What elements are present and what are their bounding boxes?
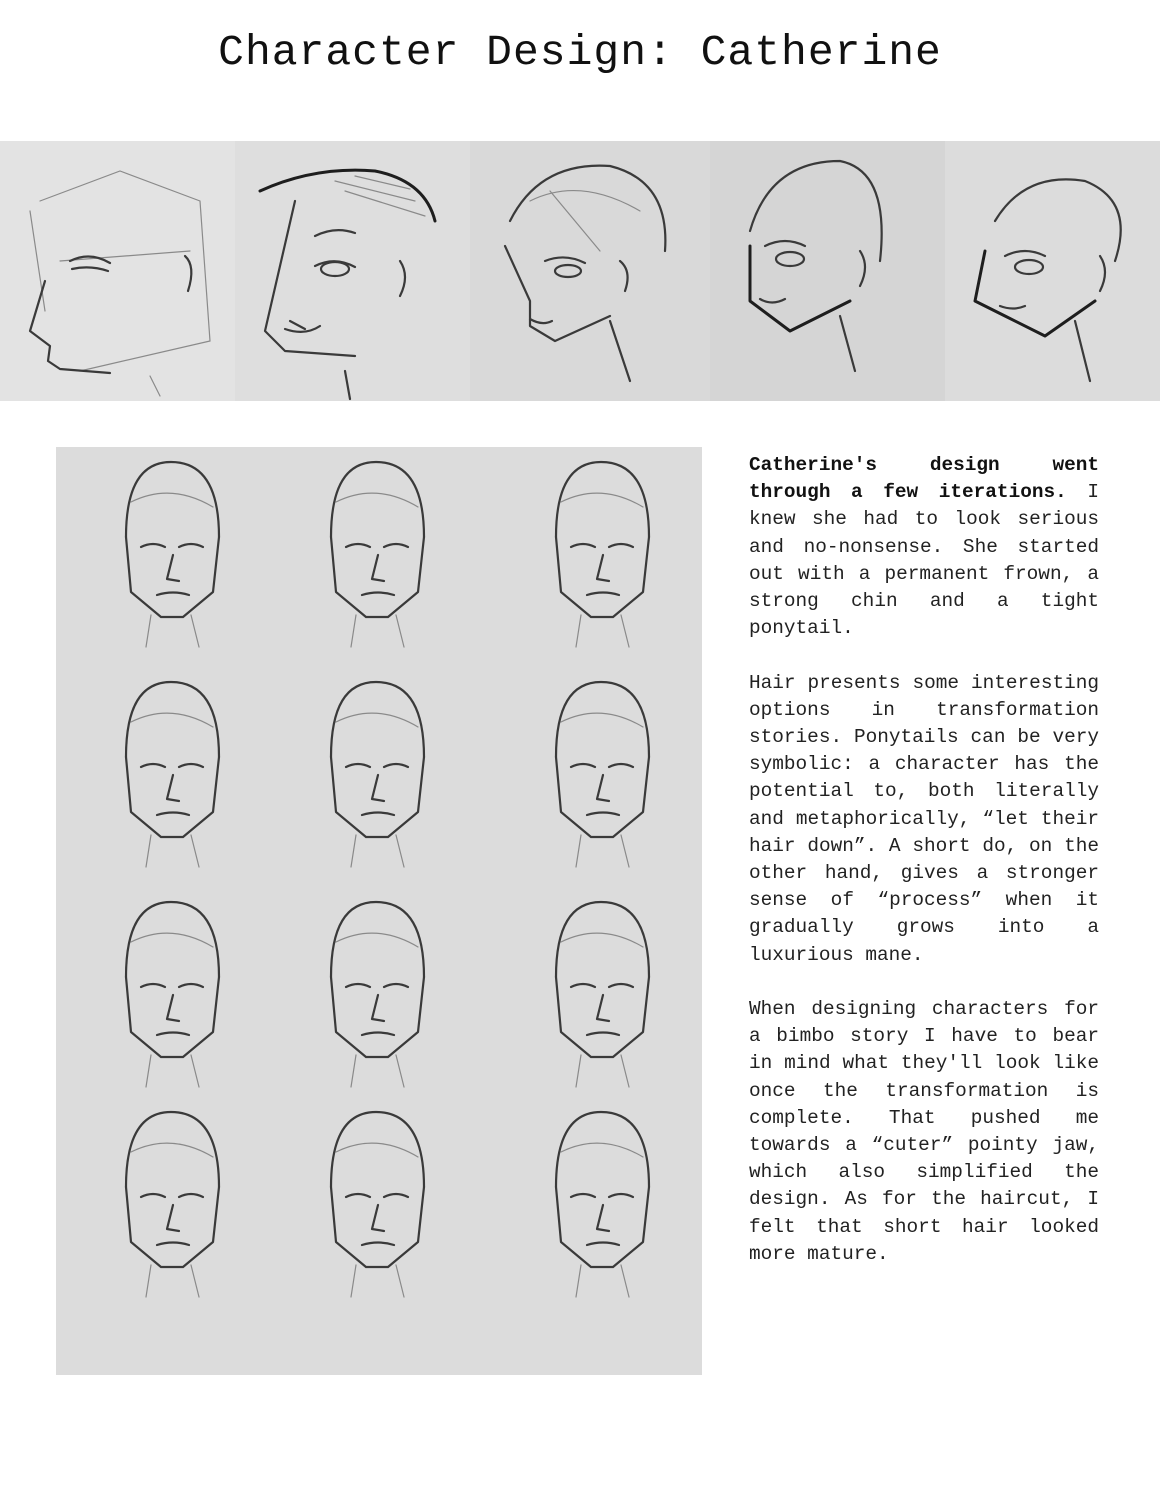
head-study-11-hair xyxy=(331,1112,424,1187)
head-study-12-neck xyxy=(576,1265,629,1297)
head-study-10-mouth xyxy=(157,1243,189,1246)
head-study-12-eyes xyxy=(571,1194,633,1197)
head-study-9-hairline xyxy=(561,933,643,947)
head-study-6-neck xyxy=(576,835,629,867)
head-study-5-neck xyxy=(351,835,404,867)
head-study-1-hair xyxy=(126,462,219,537)
face-sketch-4 xyxy=(710,141,945,401)
head-study-2-eyes xyxy=(346,544,408,547)
face-sketch-2 xyxy=(235,141,470,401)
head-study-9-jaw xyxy=(556,977,649,1057)
sketch-panel-1 xyxy=(0,141,235,401)
face-sketch-3 xyxy=(470,141,710,401)
head-study-5-hair xyxy=(331,682,424,757)
paragraph-3: When designing characters for a bimbo story I have to bear in mind what they'll look like once the transformation is complete. That pushed me towards a “cuter” pointy jaw, which also simplified the design. As for the haircut, I felt that short hair looked more mature. xyxy=(749,998,1099,1265)
head-study-4-jaw xyxy=(126,757,219,837)
head-study-8-neck xyxy=(351,1055,404,1087)
head-study-8-jaw xyxy=(331,977,424,1057)
head-study-4-hair xyxy=(126,682,219,757)
head-study-8-hair xyxy=(331,902,424,977)
head-study-9-mouth xyxy=(587,1033,619,1036)
head-study-6-nose xyxy=(597,775,609,801)
head-study-9-neck xyxy=(576,1055,629,1087)
head-study-6-hairline xyxy=(561,713,643,727)
head-study-3-eyes xyxy=(571,544,633,547)
head-study-12-nose xyxy=(597,1205,609,1231)
head-study-11-eyes xyxy=(346,1194,408,1197)
head-study-6-mouth xyxy=(587,813,619,816)
head-study-5-eyes xyxy=(346,764,408,767)
sketch-panel-4 xyxy=(710,141,945,401)
head-study-2-mouth xyxy=(362,593,394,596)
head-study-7-eyes xyxy=(141,984,203,987)
head-study-10-jaw xyxy=(126,1187,219,1267)
head-study-10-hairline xyxy=(131,1143,213,1157)
head-study-10-hair xyxy=(126,1112,219,1187)
head-study-3-nose xyxy=(597,555,609,581)
face-sketch-5 xyxy=(945,141,1160,401)
head-study-9-nose xyxy=(597,995,609,1021)
head-study-1-neck xyxy=(146,615,199,647)
paragraph-2: Hair presents some interesting options in transformation stories. Ponytails can be very symbolic: a character has the potential to, both literally and metaphorically, “let their hair down”. A short do, on the other hand, gives a stronger sense of “process” when it gradually grows into a luxurious mane. xyxy=(749,671,1099,966)
head-study-4-hairline xyxy=(131,713,213,727)
head-study-11-neck xyxy=(351,1265,404,1297)
head-study-2-nose xyxy=(372,555,384,581)
sketch-panel-5 xyxy=(945,141,1160,401)
head-study-12-hair xyxy=(556,1112,649,1187)
sketch-panel-2 xyxy=(235,141,470,401)
head-study-8-hairline xyxy=(336,933,418,947)
head-study-7-hair xyxy=(126,902,219,977)
head-study-7-neck xyxy=(146,1055,199,1087)
head-study-6-jaw xyxy=(556,757,649,837)
sketch-strip xyxy=(0,141,1160,401)
head-study-11-nose xyxy=(372,1205,384,1231)
paragraph-1 xyxy=(749,452,1099,642)
sketch-sheet xyxy=(56,447,702,1375)
head-study-4-mouth xyxy=(157,813,189,816)
head-study-12-hairline xyxy=(561,1143,643,1157)
head-study-3-hairline xyxy=(561,493,643,507)
head-study-4-nose xyxy=(167,775,179,801)
head-study-1-eyes xyxy=(141,544,203,547)
head-studies xyxy=(56,447,702,1375)
face-sketch-1 xyxy=(0,141,235,401)
head-study-2-jaw xyxy=(331,537,424,617)
head-study-9-eyes xyxy=(571,984,633,987)
head-study-1-jaw xyxy=(126,537,219,617)
head-study-12-jaw xyxy=(556,1187,649,1267)
head-study-9-hair xyxy=(556,902,649,977)
head-study-8-nose xyxy=(372,995,384,1021)
head-study-5-hairline xyxy=(336,713,418,727)
head-study-3-jaw xyxy=(556,537,649,617)
head-study-3-mouth xyxy=(587,593,619,596)
head-study-2-neck xyxy=(351,615,404,647)
head-study-5-nose xyxy=(372,775,384,801)
head-study-6-eyes xyxy=(571,764,633,767)
head-study-11-hairline xyxy=(336,1143,418,1157)
head-study-11-mouth xyxy=(362,1243,394,1246)
paragraph-1-body: I knew she had to look serious and no-nonsense. She started out with a permanent frown, a strong chin and a tight ponytail. xyxy=(749,481,1099,640)
head-study-4-neck xyxy=(146,835,199,867)
head-study-1-hairline xyxy=(131,493,213,507)
head-study-2-hair xyxy=(331,462,424,537)
head-study-8-mouth xyxy=(362,1033,394,1036)
head-study-4-eyes xyxy=(141,764,203,767)
head-study-1-mouth xyxy=(157,593,189,596)
head-study-8-eyes xyxy=(346,984,408,987)
head-study-5-mouth xyxy=(362,813,394,816)
head-study-7-hairline xyxy=(131,933,213,947)
head-study-6-hair xyxy=(556,682,649,757)
head-study-3-neck xyxy=(576,615,629,647)
head-study-7-nose xyxy=(167,995,179,1021)
head-study-11-jaw xyxy=(331,1187,424,1267)
head-study-2-hairline xyxy=(336,493,418,507)
head-study-10-neck xyxy=(146,1265,199,1297)
paragraph-1-lead: Catherine's design went through a few iterations. xyxy=(749,454,1099,504)
page-title: Character Design: Catherine xyxy=(218,28,942,77)
head-study-10-nose xyxy=(167,1205,179,1231)
description-text xyxy=(749,452,1099,1295)
head-study-1-nose xyxy=(167,555,179,581)
head-study-5-jaw xyxy=(331,757,424,837)
head-study-7-mouth xyxy=(157,1033,189,1036)
sketch-panel-3 xyxy=(470,141,710,401)
head-study-7-jaw xyxy=(126,977,219,1057)
head-study-12-mouth xyxy=(587,1243,619,1246)
head-study-3-hair xyxy=(556,462,649,537)
head-study-10-eyes xyxy=(141,1194,203,1197)
